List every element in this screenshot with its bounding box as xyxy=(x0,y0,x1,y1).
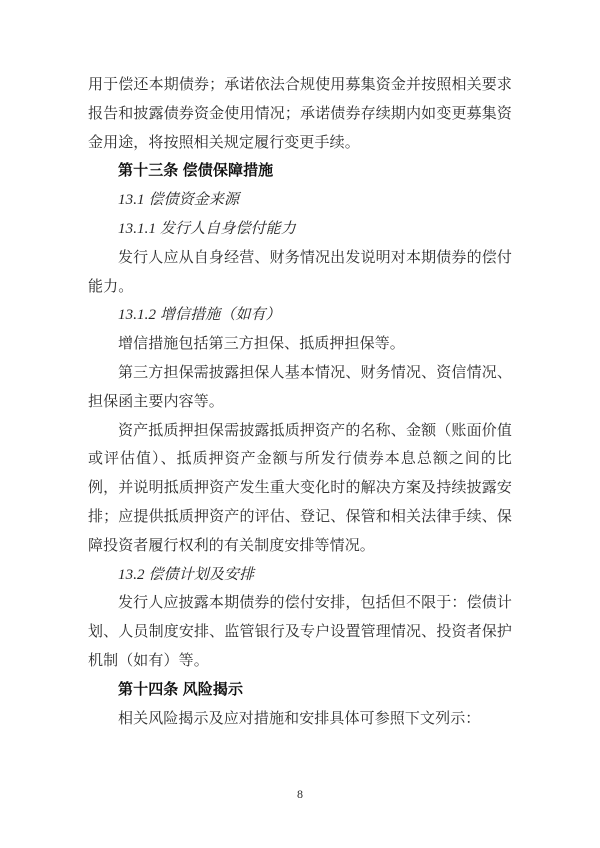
subheading-13-1-repayment-fund-source: 13.1 偿债资金来源 xyxy=(118,192,240,209)
paragraph-issuer-solvency: 发行人应从自身经营、财务情况出发说明对本期债券的偿付能力。 xyxy=(88,249,512,295)
subheading-13-2-repayment-plan: 13.2 偿债计划及安排 xyxy=(118,566,255,583)
paragraph-risk-disclosure-intro: 相关风险揭示及应对措施和安排具体可参照下文列示： xyxy=(118,710,481,727)
page-number: 8 xyxy=(297,787,303,801)
paragraph-repayment-arrangement: 发行人应披露本期债券的偿付安排，包括但不限于：偿债计划、人员制度安排、监管银行及专户设置管理情况、投资者保护机制（如有）等。 xyxy=(88,595,512,669)
section-heading-article-14: 第十四条 风险揭示 xyxy=(118,680,244,698)
paragraph-credit-enhancement-types: 增信措施包括第三方担保、抵质押担保等。 xyxy=(118,336,405,353)
document-content xyxy=(88,71,512,733)
paragraph-pledge-collateral-disclosure: 资产抵质押担保需披露抵质押资产的名称、金额（账面价值或评估值）、抵质押资产金额与所发行债券本息总额之间的比例，并说明抵质押资产发生重大变化时的解决方案及持续披露安排；应提供抵质押资产的评估、登记、保管和相关法律手续、保障投资者履行权利的有关制度安排等情况。 xyxy=(88,422,512,554)
section-heading-article-13: 第十三条 偿债保障措施 xyxy=(118,162,274,180)
subheading-13-1-1-issuer-solvency: 13.1.1 发行人自身偿付能力 xyxy=(118,220,296,237)
paragraph-third-party-guarantee: 第三方担保需披露担保人基本情况、财务情况、资信情况、担保函主要内容等。 xyxy=(88,364,512,410)
paragraph-fund-use-commitment: 用于偿还本期债券；承诺依法合规使用募集资金并按照相关要求报告和披露债券资金使用情况；承诺债券存续期内如变更募集资金用途，将按照相关规定履行变更手续。 xyxy=(88,77,512,151)
subheading-13-1-2-credit-enhancement: 13.1.2 增信措施（如有） xyxy=(118,307,281,324)
